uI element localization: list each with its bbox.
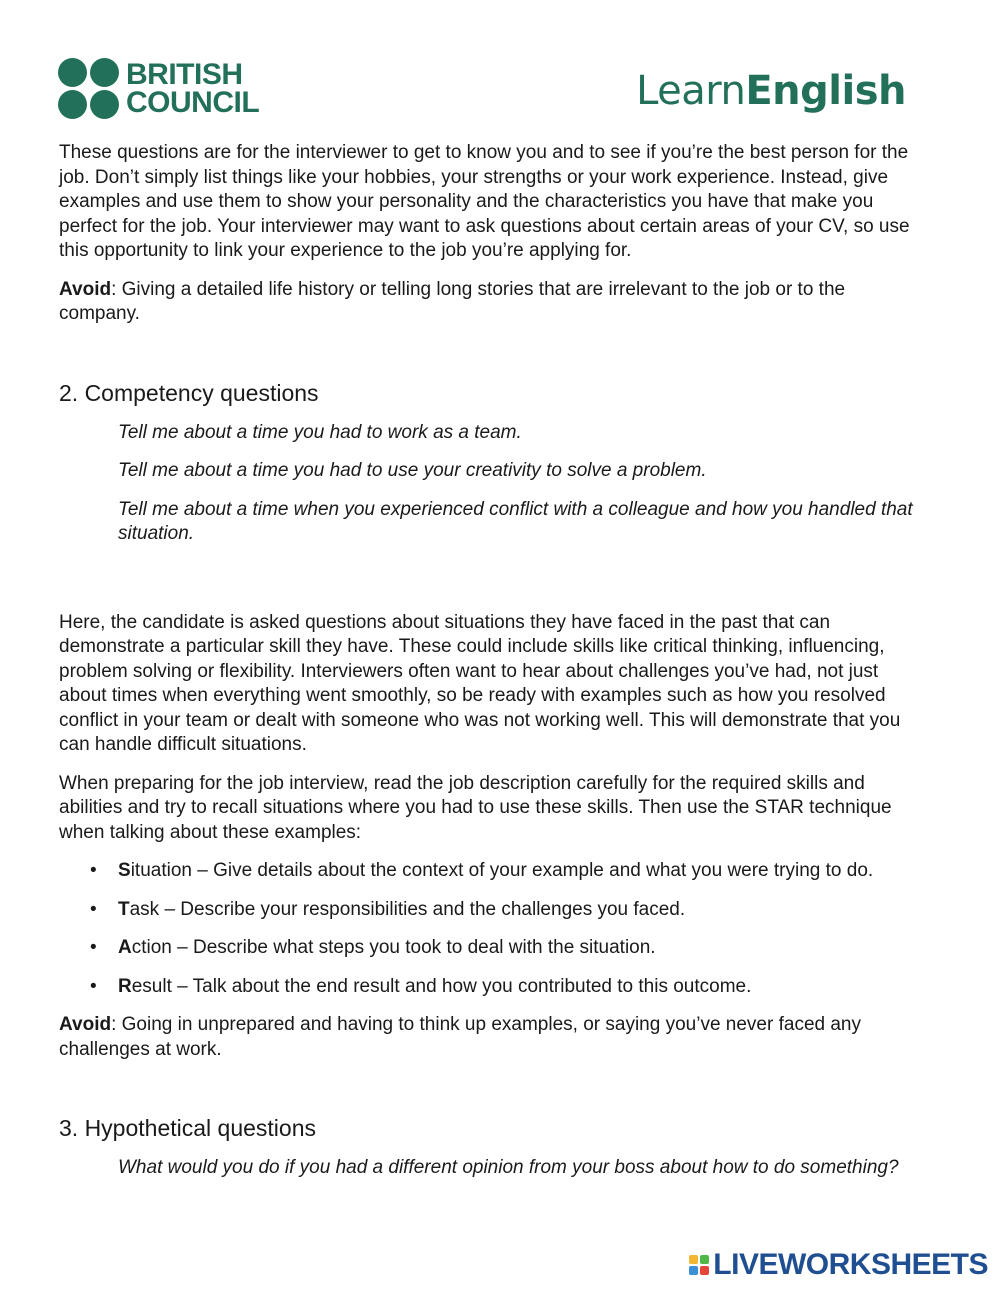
example-question: Tell me about a time you had to use your creativity to solve a problem. <box>118 460 707 481</box>
document-body <box>59 141 919 1195</box>
learnenglish-logo: LearnEnglish <box>636 68 906 114</box>
star-intro-paragraph: When preparing for the job interview, read the job description carefully for the required skills and abilities and try to recall situations where you had to use these skills. Then use the STAR technique when talking about these examples: <box>59 772 892 843</box>
star-item-result: • Result – Talk about the end result and how you contributed to this outcome. <box>59 975 919 1000</box>
example-question: Tell me about a time when you experienced conflict with a colleague and how you handled that situation. <box>118 498 913 544</box>
british-council-wordmark: BRITISH COUNCIL <box>126 57 260 119</box>
british-council-logo <box>58 58 259 119</box>
british-council-dots-icon <box>58 58 119 119</box>
star-item-task: • Task – Describe your responsibilities and the challenges you faced. <box>59 898 919 923</box>
intro-paragraph: These questions are for the interviewer to get to know you and to see if you’re the best person for the job. Don’t simply list things like your hobbies, your strengths or your work experience. Instead, give examples and use them to show your personality and the characteristics you have that make you perfect for the job. Your interviewer may want to ask questions about certain areas of your CV, so use this opportunity to link your experience to the job you’re applying for. <box>59 142 910 261</box>
star-list <box>59 859 919 999</box>
star-item-action: • Action – Describe what steps you took to deal with the situation. <box>59 936 919 961</box>
bullet-icon: • <box>90 937 97 958</box>
liveworksheets-icon <box>689 1255 709 1275</box>
section-heading-competency: 2. Competency questions <box>59 379 319 406</box>
example-question: What would you do if you had a different opinion from your boss about how to do something? <box>118 1157 899 1178</box>
avoid-label: Avoid <box>59 1014 112 1035</box>
bullet-icon: • <box>90 975 97 997</box>
liveworksheets-watermark: LIVEWORKSHEETS <box>689 1248 988 1282</box>
competency-avoid: Avoid: Going in unprepared and having to think up examples, or saying you’ve never faced any challenges at work. <box>59 1014 861 1060</box>
example-question: Tell me about a time you had to work as a team. <box>118 421 522 443</box>
intro-avoid: Avoid: Giving a detailed life history or telling long stories that are irrelevant to the job or to the company. <box>59 278 846 324</box>
bullet-icon: • <box>90 860 97 881</box>
avoid-label: Avoid <box>59 278 112 300</box>
bullet-icon: • <box>90 898 97 920</box>
star-item-situation: • Situation – Give details about the context of your example and what you were trying to do. <box>59 859 919 884</box>
section-heading-hypothetical: 3. Hypothetical questions <box>59 1115 316 1141</box>
competency-paragraph: Here, the candidate is asked questions about situations they have faced in the past that can demonstrate a particular skill they have. These could include skills like critical thinking, influencing, problem solving or flexibility. Interviewers often want to hear about challenges you’ve had, not just about times when everything went smoothly, so be ready with examples such as how you resolved conflict in your team or dealt with someone who was not working well. This will demonstrate that you can handle difficult situations. <box>59 611 901 755</box>
